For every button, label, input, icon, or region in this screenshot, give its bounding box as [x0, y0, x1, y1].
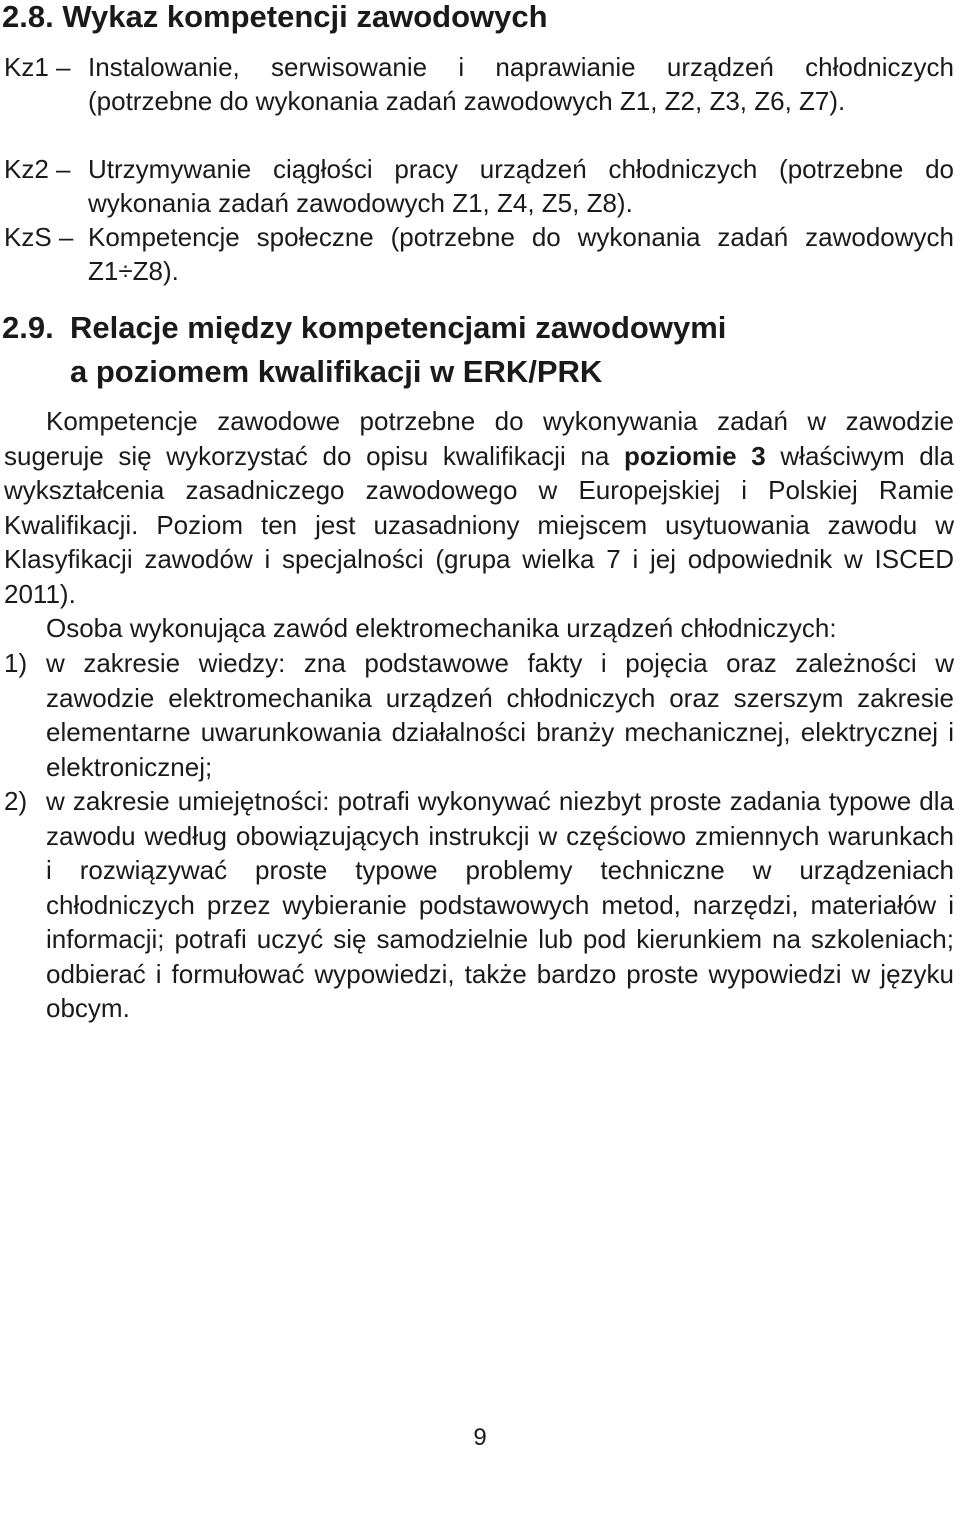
list-item — [4, 646, 954, 784]
page-number: 9 — [473, 1424, 487, 1451]
competency-kz1 — [4, 50, 954, 118]
section-heading-2-9 — [2, 306, 726, 394]
section-number: 2.9. — [2, 310, 54, 345]
competency-code: Kz1 – — [4, 52, 71, 82]
heading-line-2: a poziomem kwalifikacji w ERK/PRK — [70, 354, 603, 389]
competency-text: Kompetencje społeczne (potrzebne do wykonania zadań zawodowych Z1÷Z8). — [88, 222, 954, 286]
competency-code: Kz2 – — [4, 154, 71, 184]
paragraph-kwalifikacje — [4, 404, 954, 611]
competency-text: Instalowanie, serwisowanie i naprawianie urządzeń chłodniczych (potrzebne do wykonania zadań zawodowych Z1, Z2, Z3, Z6, Z7). — [88, 52, 954, 116]
competency-kz2 — [4, 152, 954, 220]
paragraph-osoba: Osoba wykonująca zawód elektromechanika urządzeń chłodniczych: — [46, 613, 837, 643]
competency-code: KzS – — [4, 222, 74, 252]
paragraph-text: Kompetencje zawodowe potrzebne do wykonywania zadań w zawodzie sugeruje się wykorzystać do opisu kwalifikacji na — [4, 406, 954, 471]
paragraph-text: właściwym dla wykształcenia zasadniczego zawodowego w Europejskiej i Polskiej Ramie Kwalifikacji. Poziom ten jest uzasadniony miejscem usytuowania zawodu w Klasyfikacji zawodów i specjalności (grupa wielka 7 i jej odpowiednik w ISCED 2011). — [4, 440, 954, 609]
list-item — [4, 784, 954, 1026]
list-item-text: w zakresie wiedzy: zna podstawowe fakty i pojęcia oraz zależności w zawodzie elektromechanika urządzeń chłodniczych oraz szerszym zakresie elementarne uwarunkowania działalności branży mechanicznej, elektrycznej i elektronicznej; — [46, 648, 954, 782]
heading-line-1: Relacje między kompetencjami zawodowymi — [70, 310, 727, 345]
list-item-text: w zakresie umiejętności: potrafi wykonywać niezbyt proste zadania typowe dla zawodu według obowiązujących instrukcji w częściowo zmiennych warunkach i rozwiązywać proste typowe problemy techniczne w urządzeniach chłodniczych przez wybieranie podstawowych metod, narzędzi, materiałów i informacji; potrafi uczyć się samodzielnie lub pod kierunkiem na szkoleniach; odbierać i formułować wypowiedzi, także bardzo proste wypowiedzi w języku obcym. — [46, 786, 954, 1023]
list-marker: 2) — [4, 786, 28, 816]
competency-list — [4, 646, 954, 1026]
section-heading-2-8: 2.8. Wykaz kompetencji zawodowych — [2, 0, 548, 34]
paragraph-bold-text: poziomie 3 — [623, 440, 766, 471]
paragraph-block — [4, 404, 954, 646]
competency-kzs — [4, 220, 954, 288]
competency-text: Utrzymywanie ciągłości pracy urządzeń chłodniczych (potrzebne do wykonania zadań zawodowych Z1, Z4, Z5, Z8). — [88, 154, 954, 218]
list-marker: 1) — [4, 648, 28, 678]
